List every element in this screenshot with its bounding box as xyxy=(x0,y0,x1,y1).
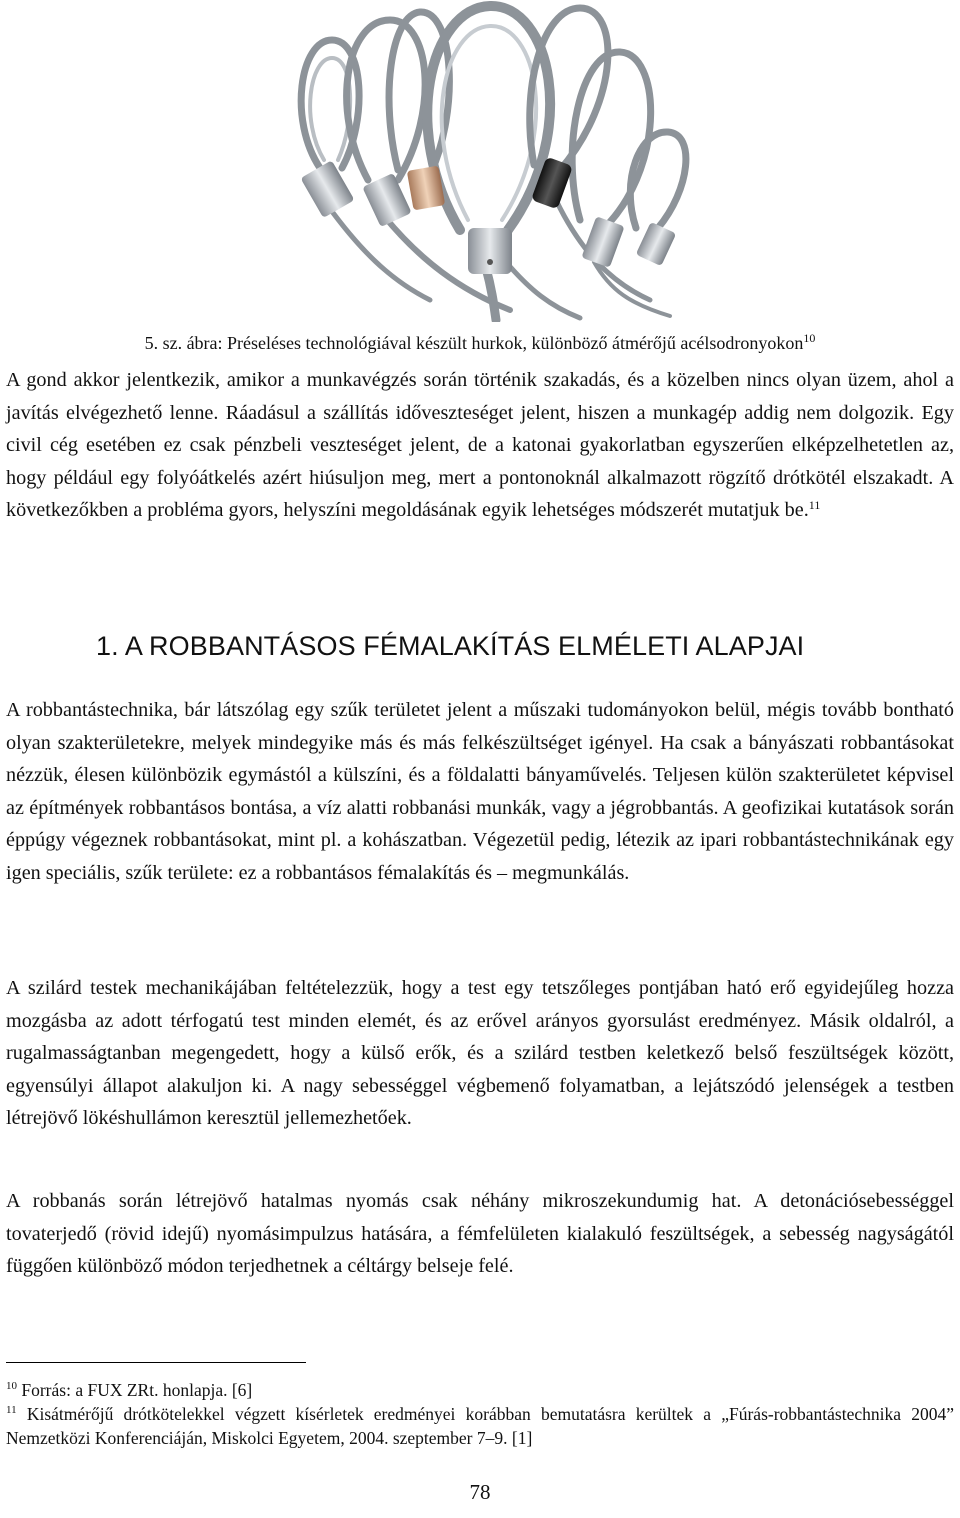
paragraph-1 xyxy=(6,364,954,527)
footnote-11 xyxy=(6,1402,954,1450)
paragraph-3: A szilárd testek mechanikájában feltételezzük, hogy a test egy tetszőleges pontjában ható erő egyidejűleg hozza mozgásba az adott térfogatú test minden elemét, és az erővel arányos gyorsulást eredményez. Másik oldalról, a rugalmasságtanban megengedett, hogy a külső erők, és a szilárd testben keletkező belső feszültségek között, egyensúlyi állapot alakuljon ki. A nagy sebességgel végbemenő folyamatban, a lejátszódó jelenségek a testben létrejövő lökéshullámon keresztül jellemezhetőek. xyxy=(6,977,954,1129)
caption-footnote-ref: 10 xyxy=(803,331,816,345)
footnote-11-text: Kisátmérőjű drótkötelekkel végzett kísérletek eredményei korábban bemutatásra kerültek a „Fúrás-robbantástechnika 2004” Nemzetközi Konferenciáján, Miskolci Egyetem, 2004. szeptember 7–9. [1] xyxy=(6,1404,954,1448)
wire-rope-loops-figure xyxy=(280,0,700,322)
paragraph-1-footnote-ref: 11 xyxy=(808,498,821,512)
section-heading: 1. A ROBBANTÁSOS FÉMALAKÍTÁS ELMÉLETI ALAPJAI xyxy=(96,631,805,661)
footnote-10-text: Forrás: a FUX ZRt. honlapja. [6] xyxy=(21,1380,253,1400)
footnote-separator xyxy=(6,1362,306,1363)
page-number: 78 xyxy=(469,1480,491,1504)
paragraph-2: A robbantástechnika, bár látszólag egy szűk területet jelent a műszaki tudományokon belül, mégis tovább bontható olyan szakterületekre, melyek mindegyike más és más felkészültséget igényel. Ha csak a bányászati robbantásokat nézzük, élesen különbözik egymástól a külszíni, és a földalatti bányaművelés. Teljesen külön szakterületet képvisel az építmények robbantásos bontása, a víz alatti robbanási munkák, vagy a jégrobbantás. A geofizikai kutatások során éppúgy végeznek robbantásokat, mint pl. a kohászatban. Végezetül pedig, létezik az ipari robbantástechnikának egy igen speciális, szűk területe: ez a robbantásos fémalakítás és – megmunkálás. xyxy=(6,699,954,884)
paragraph-1-text: A gond akkor jelentkezik, amikor a munkavégzés során történik szakadás, és a közelben nincs olyan üzem, ahol a javítás elvégezhető lenne. Ráadásul a szállítás időveszteséget jelent, hiszen a munkagép addig nem dolgozik. Egy civil cég esetében ez csak pénzbeli veszteséget jelent, de a katonai gyakorlatban egyszerűen elképzelhetetlen az, hogy például egy folyóátkelés azért hiúsuljon meg, mert a pontonoknál alkalmazott rögzítő drótkötél elszakadt. A következőkben a probléma gyors, helyszíni megoldásának egyik lehetséges módszerét mutatjuk be. xyxy=(6,369,954,521)
caption-text: 5. sz. ábra: Préseléses technológiával készült hurkok, különböző átmérőjű acélsodronyokon xyxy=(144,333,804,353)
footnote-11-number: 11 xyxy=(6,1404,17,1416)
figure-caption xyxy=(0,331,960,355)
footnote-10 xyxy=(6,1378,954,1402)
footnote-10-number: 10 xyxy=(6,1380,17,1392)
paragraph-4: A robbanás során létrejövő hatalmas nyomás csak néhány mikroszekundumig hat. A detonációsebességgel tovaterjedő (rövid idejű) nyomásimpulzus hatására, a fémfelületen kialakuló feszültségek, a sebesség nagyságától függően különböző módon terjedhetnek a céltárgy belseje felé. xyxy=(6,1190,954,1277)
